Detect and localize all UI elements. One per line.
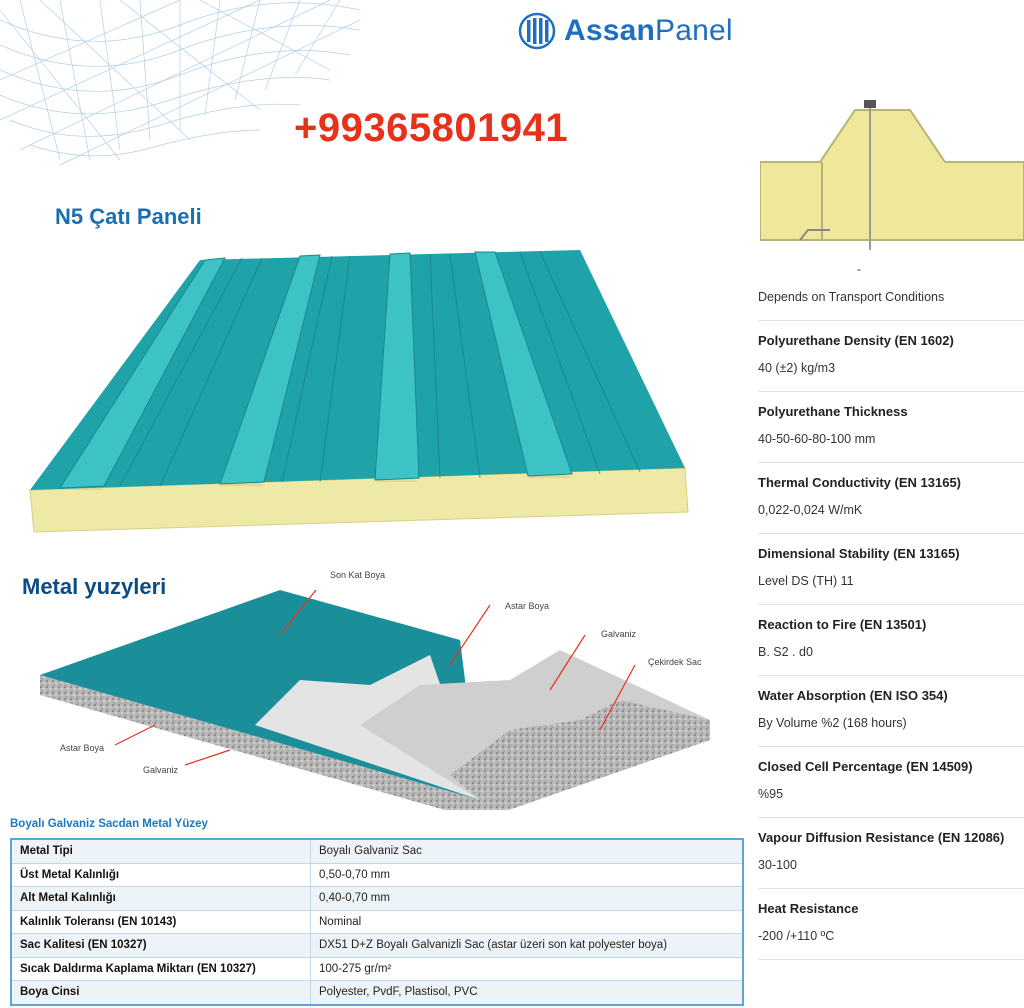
spec-name: Thermal Conductivity (EN 13165) xyxy=(758,475,961,490)
table-row xyxy=(11,887,743,911)
assan-logo-icon xyxy=(518,11,556,51)
label-son-kat-boya: Son Kat Boya xyxy=(330,570,386,580)
panel-joint-section-image xyxy=(760,100,1024,250)
spec-item xyxy=(758,830,1024,889)
label-astar-boya-left: Astar Boya xyxy=(60,743,105,753)
table-value: 0,50-0,70 mm xyxy=(311,863,744,887)
table-row xyxy=(11,934,743,958)
spec-name: Heat Resistance xyxy=(758,901,859,916)
table-value: 0,40-0,70 mm xyxy=(311,887,744,911)
table-key: Alt Metal Kalınlığı xyxy=(11,887,311,911)
label-astar-boya-top: Astar Boya xyxy=(505,601,550,611)
table-key: Sac Kalitesi (EN 10327) xyxy=(11,934,311,958)
metal-surface-table xyxy=(10,838,744,1006)
spec-value: 30-100 xyxy=(758,858,797,872)
spec-name: Water Absorption (EN ISO 354) xyxy=(758,688,948,703)
spec-name: Polyurethane Density (EN 1602) xyxy=(758,333,954,348)
table-value: DX51 D+Z Boyalı Galvanizli Sac (astar üzeri son kat polyester boya) xyxy=(311,934,744,958)
spec-item xyxy=(758,404,1024,463)
spec-item xyxy=(758,617,1024,676)
table-key: Kalınlık Toleransı (EN 10143) xyxy=(11,910,311,934)
product-title: N5 Çatı Paneli xyxy=(55,204,202,229)
spec-value: By Volume %2 (168 hours) xyxy=(758,716,907,730)
spec-item xyxy=(758,688,1024,747)
spec-value: 0,022-0,024 W/mK xyxy=(758,503,863,517)
brand-logo xyxy=(518,8,733,54)
spec-name: Polyurethane Thickness xyxy=(758,404,908,419)
spec-value: B. S2 . d0 xyxy=(758,645,813,659)
phone-number: +99365801941 xyxy=(294,106,569,150)
spec-item xyxy=(758,290,1024,321)
table-value: Boyalı Galvaniz Sac xyxy=(311,839,744,863)
metal-layers-image xyxy=(40,590,720,810)
label-galvaniz-left: Galvaniz xyxy=(143,765,179,775)
spec-value: %95 xyxy=(758,787,784,801)
spec-item xyxy=(758,901,1024,960)
spec-value: 40 (±2) kg/m3 xyxy=(758,361,836,375)
table-value: Polyester, PvdF, Plastisol, PVC xyxy=(311,981,744,1005)
spec-name: Vapour Diffusion Resistance (EN 12086) xyxy=(758,830,1005,845)
spec-item xyxy=(758,546,1024,605)
metal-layers-title: Metal yuzyleri xyxy=(22,574,167,599)
table-key: Sıcak Daldırma Kaplama Miktarı (EN 10327) xyxy=(11,957,311,981)
table-key: Metal Tipi xyxy=(11,839,311,863)
brand-name: AssanPanel xyxy=(564,14,733,47)
spec-item xyxy=(758,475,1024,534)
spec-value: Level DS (TH) 11 xyxy=(758,574,854,588)
table-key: Üst Metal Kalınlığı xyxy=(11,863,311,887)
roof-panel-image xyxy=(20,250,710,540)
table-value: 100-275 gr/m² xyxy=(311,957,744,981)
table-title: Boyalı Galvaniz Sacdan Metal Yüzey xyxy=(10,818,208,830)
table-key: Boya Cinsi xyxy=(11,981,311,1005)
spec-item xyxy=(758,333,1024,392)
table-row xyxy=(11,981,743,1005)
spec-name: Dimensional Stability (EN 13165) xyxy=(758,546,960,561)
label-galvaniz-top: Galvaniz xyxy=(601,629,637,639)
spec-name: Reaction to Fire (EN 13501) xyxy=(758,617,927,632)
spec-name: Closed Cell Percentage (EN 14509) xyxy=(758,759,973,774)
spec-dash: - xyxy=(857,262,861,276)
table-row xyxy=(11,910,743,934)
spec-item xyxy=(758,759,1024,818)
spec-value: 40-50-60-80-100 mm xyxy=(758,432,876,446)
spec-value: -200 /+110 ºC xyxy=(758,929,835,943)
table-row xyxy=(11,839,743,863)
table-value: Nominal xyxy=(311,910,744,934)
label-cekirdek-sac: Çekirdek Sac xyxy=(648,657,702,667)
table-row xyxy=(11,863,743,887)
spec-value: Depends on Transport Conditions xyxy=(758,290,945,304)
table-row xyxy=(11,957,743,981)
